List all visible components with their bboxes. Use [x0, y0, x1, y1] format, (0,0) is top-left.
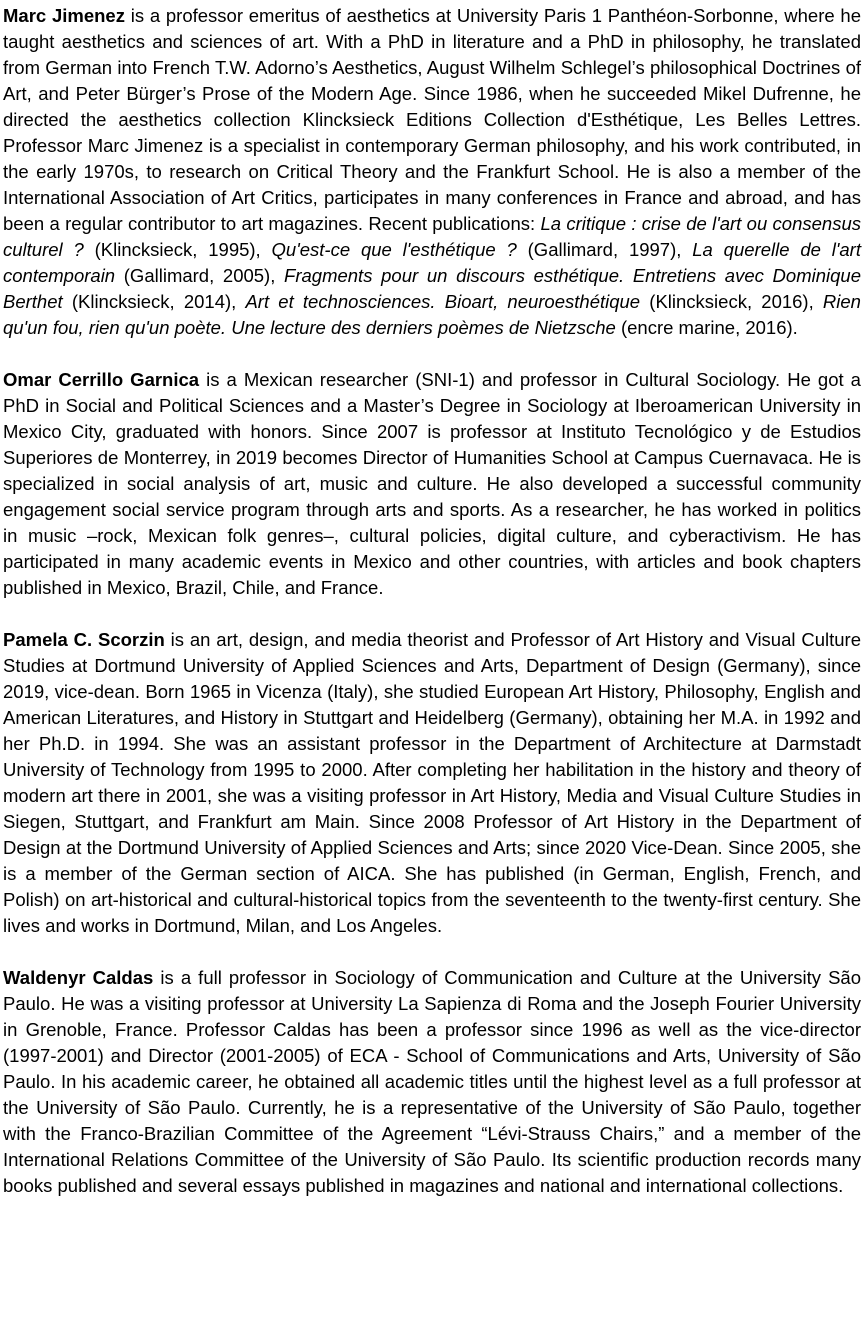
bio-text: (Klincksieck, 1995), [83, 239, 272, 260]
publication-title: Qu'est-ce que l'esthétique ? [271, 239, 517, 260]
person-name: Marc Jimenez [3, 5, 125, 26]
bio-text: (Klincksieck, 2014), [62, 291, 246, 312]
publication-title: La critique : crise de l'art ou consensus culturel ? [3, 213, 861, 260]
bio-paragraph-4 [3, 965, 861, 1199]
person-name: Pamela C. Scorzin [3, 629, 165, 650]
bio-text: is a full professor in Sociology of Communication and Culture at the University São Paulo. He was a visiting professor at University La Sapienza di Roma and the Joseph Fourier University in Grenoble, France. Professor Caldas has been a professor since 1996 as well as the vice-director (1997-2001) and Director (2001-2005) of ECA - School of Communications and Arts, University of São Paulo. In his academic career, he obtained all academic titles until the highest level as a full professor at the University of São Paulo. Currently, he is a representative of the University of São Paulo, together with the Franco-Brazilian Committee of the Agreement “Lévi-Strauss Chairs,” and a member of the International Relations Committee of the University of São Paulo. Its scientific production records many books published and several essays published in magazines and national and international collections. [3, 967, 862, 1196]
bio-text: (Gallimard, 1997), [516, 239, 693, 260]
bio-text: is a professor emeritus of aesthetics at University Paris 1 Panthéon-Sorbonne, where he taught aesthetics and sciences of art. With a PhD in literature and a PhD in philosophy, he translated from German into French T.W. Adorno’s Aesthetics, August Wilhelm Schlegel’s philosophical Doctrines of Art, and Peter Bürger’s Prose of the Modern Age. Since 1986, when he succeeded Mikel Dufrenne, he directed the aesthetics collection Klincksieck Editions Collection d'Esthétique, Les Belles Lettres. Professor Marc Jimenez is a specialist in contemporary German philosophy, and his work contributed, in the early 1970s, to research on Critical Theory and the Frankfurt School. He is also a member of the International Association of Art Critics, participates in many conferences in France and abroad, and has been a regular contributor to art magazines. Recent publications: [3, 5, 861, 234]
publication-title: La querelle de l'art contemporain [3, 239, 861, 286]
bio-text: (Gallimard, 2005), [115, 265, 285, 286]
bio-paragraph-2 [3, 367, 861, 601]
person-name: Waldenyr Caldas [3, 967, 154, 988]
bio-paragraph-1 [3, 3, 861, 341]
bio-text: (Klincksieck, 2016), [640, 291, 823, 312]
publication-title: Art et technosciences. Bioart, neuroesthétique [245, 291, 641, 312]
publication-title: Rien qu'un fou, rien qu'un poète. Une lecture des derniers poèmes de Nietzsche [3, 291, 861, 338]
person-name: Omar Cerrillo Garnica [3, 369, 200, 390]
bio-text: is a Mexican researcher (SNI-1) and professor in Cultural Sociology. He got a PhD in Social and Political Sciences and a Master’s Degree in Sociology at Iberoamerican University in Mexico City, graduated with honors. Since 2007 is professor at Instituto Tecnológico y de Estudios Superiores de Monterrey, in 2019 becomes Director of Humanities School at Campus Cuernavaca. He is specialized in social analysis of art, music and culture. He also developed a successful community engagement social service program through arts and sports. As a researcher, he has worked in politics in music –rock, Mexican folk genres–, cultural policies, digital culture, and cyberactivism. He has participated in many academic events in Mexico and other countries, with articles and book chapters published in Mexico, Brazil, Chile, and France. [3, 369, 861, 598]
publication-title: Fragments pour un discours esthétique. Entretiens avec Dominique Berthet [3, 265, 861, 312]
bio-text: is an art, design, and media theorist and Professor of Art History and Visual Culture Studies at Dortmund University of Applied Sciences and Arts, Department of Design (Germany), since 2019, vice-dean. Born 1965 in Vicenza (Italy), she studied European Art History, Philosophy, English and American Literatures, and History in Stuttgart and Heidelberg (Germany), obtaining her M.A. in 1992 and her Ph.D. in 1994. She was an assistant professor in the Department of Architecture at Darmstadt University of Technology from 1995 to 2000. After completing her habilitation in the history and theory of modern art there in 2001, she was a visiting professor in Art History, Media and Visual Culture Studies in Siegen, Stuttgart, and Frankfurt am Main. Since 2008 Professor of Art History in the Department of Design at the Dortmund University of Applied Sciences and Arts; since 2020 Vice-Dean. Since 2005, she is a member of the German section of AICA. She has published (in German, English, French, and Polish) on art-historical and cultural-historical topics from the seventeenth to the twenty-first century. She lives and works in Dortmund, Milan, and Los Angeles. [3, 629, 861, 936]
bio-text: (encre marine, 2016). [615, 317, 798, 338]
bio-paragraph-3 [3, 627, 861, 939]
